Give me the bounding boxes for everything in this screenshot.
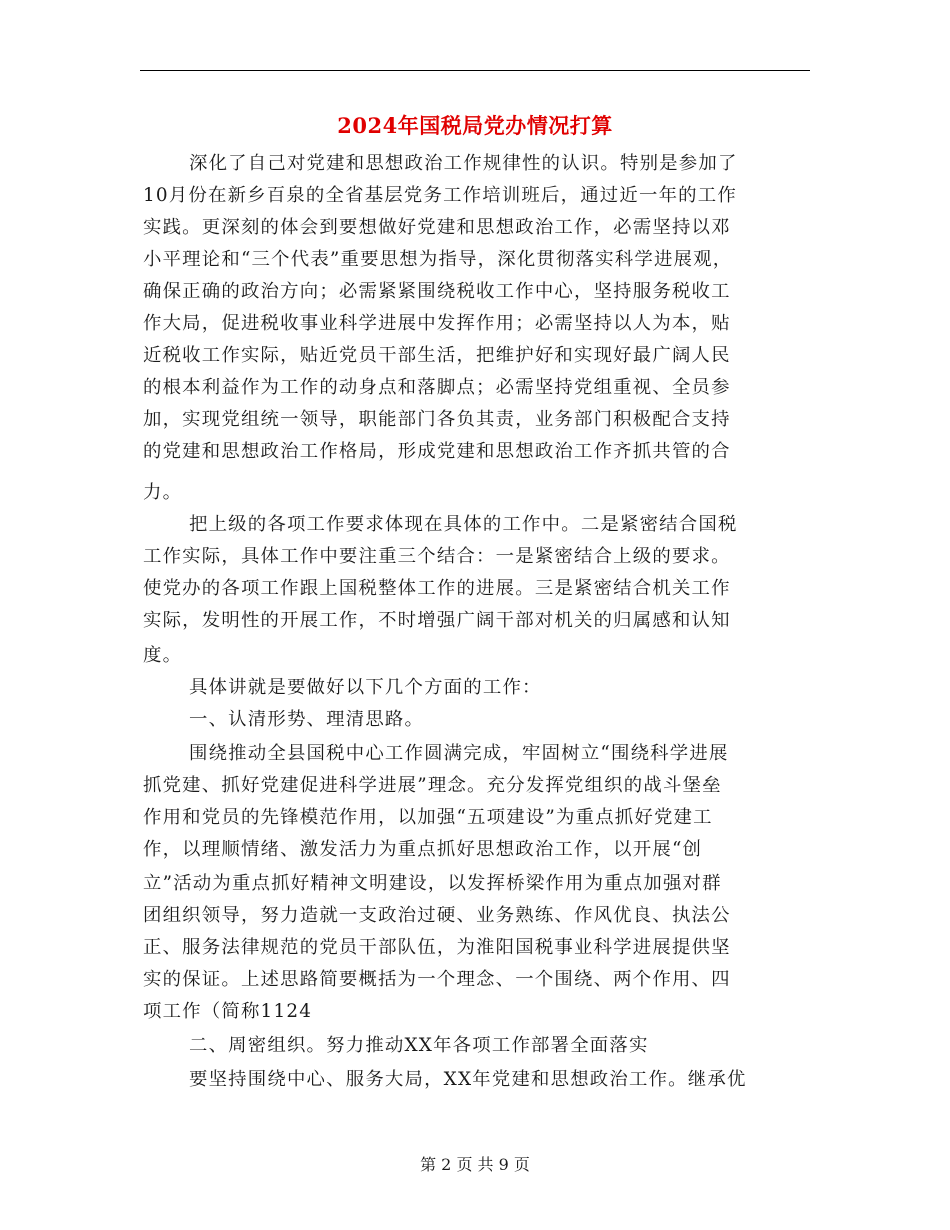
page-number: 第 2 页 共 9 页 <box>420 1155 530 1174</box>
body-line: 工作实际，具体工作中要注重三个结合：一是紧密结合上级的要求。 <box>143 546 731 567</box>
body-line: 实的保证。上述思路简要概括为一个理念、一个围绕、两个作用、四 <box>143 969 731 990</box>
body-line: 立”活动为重点抓好精神文明建设，以发挥桥梁作用为重点加强对群 <box>143 873 722 894</box>
document-title: 2024年国税局党办情况打算 <box>337 113 613 138</box>
body-line: 度。 <box>143 645 183 666</box>
body-line: 项工作（简称1124 <box>143 1001 313 1022</box>
body-line: 作大局，促进税收事业科学进展中发挥作用；必需坚持以人为本，贴 <box>143 313 731 334</box>
body-line: 加，实现党组统一领导，职能部门各负其责，业务部门积极配合支持 <box>143 409 731 430</box>
body-line: 力。 <box>143 482 183 503</box>
body-line: 10月份在新乡百泉的全省基层党务工作培训班后，通过近一年的工作 <box>143 185 737 206</box>
body-line: 把上级的各项工作要求体现在具体的工作中。二是紧密结合国税 <box>189 514 738 535</box>
body-line: 团组织领导，努力造就一支政治过硬、业务熟练、作风优良、执法公 <box>143 905 731 926</box>
body-line: 实际，发明性的开展工作，不时增强广阔干部对机关的归属感和认知 <box>143 610 731 631</box>
body-line: 作用和党员的先锋模范作用，以加强“五项建设”为重点抓好党建工 <box>143 807 713 828</box>
section-heading: 一、认清形势、理清思路。 <box>189 709 425 730</box>
body-line: 的党建和思想政治工作格局，形成党建和思想政治工作齐抓共管的合 <box>143 441 731 462</box>
section-heading: 二、周密组织。努力推动XX年各项工作部署全面落实 <box>189 1035 649 1056</box>
body-line: 的根本利益作为工作的动身点和落脚点；必需坚持党组重视、全员参 <box>143 377 731 398</box>
body-line: 具体讲就是要做好以下几个方面的工作： <box>189 677 542 698</box>
body-line: 要坚持围绕中心、服务大局，XX年党建和思想政治工作。继承优 <box>189 1069 747 1090</box>
body-line: 抓党建、抓好党建促进科学进展”理念。充分发挥党组织的战斗堡垒 <box>143 775 722 796</box>
body-line: 确保正确的政治方向；必需紧紧围绕税收工作中心，坚持服务税收工 <box>143 281 731 302</box>
header-rule <box>140 70 810 71</box>
body-line: 使党办的各项工作跟上国税整体工作的进展。三是紧密结合机关工作 <box>143 578 731 599</box>
body-line: 深化了自己对党建和思想政治工作规律性的认识。特别是参加了 <box>189 153 738 174</box>
body-line: 作，以理顺情绪、激发活力为重点抓好思想政治工作，以开展“创 <box>143 839 703 860</box>
body-line: 正、服务法律规范的党员干部队伍，为淮阳国税事业科学进展提供坚 <box>143 937 731 958</box>
body-line: 小平理论和“三个代表”重要思想为指导，深化贯彻落实科学进展观， <box>143 249 733 270</box>
body-line: 围绕推动全县国税中心工作圆满完成，牢固树立“围绕科学进展 <box>189 743 729 764</box>
body-line: 实践。更深刻的体会到要想做好党建和思想政治工作，必需坚持以邓 <box>143 217 731 238</box>
body-line: 近税收工作实际，贴近党员干部生活，把维护好和实现好最广阔人民 <box>143 345 731 366</box>
